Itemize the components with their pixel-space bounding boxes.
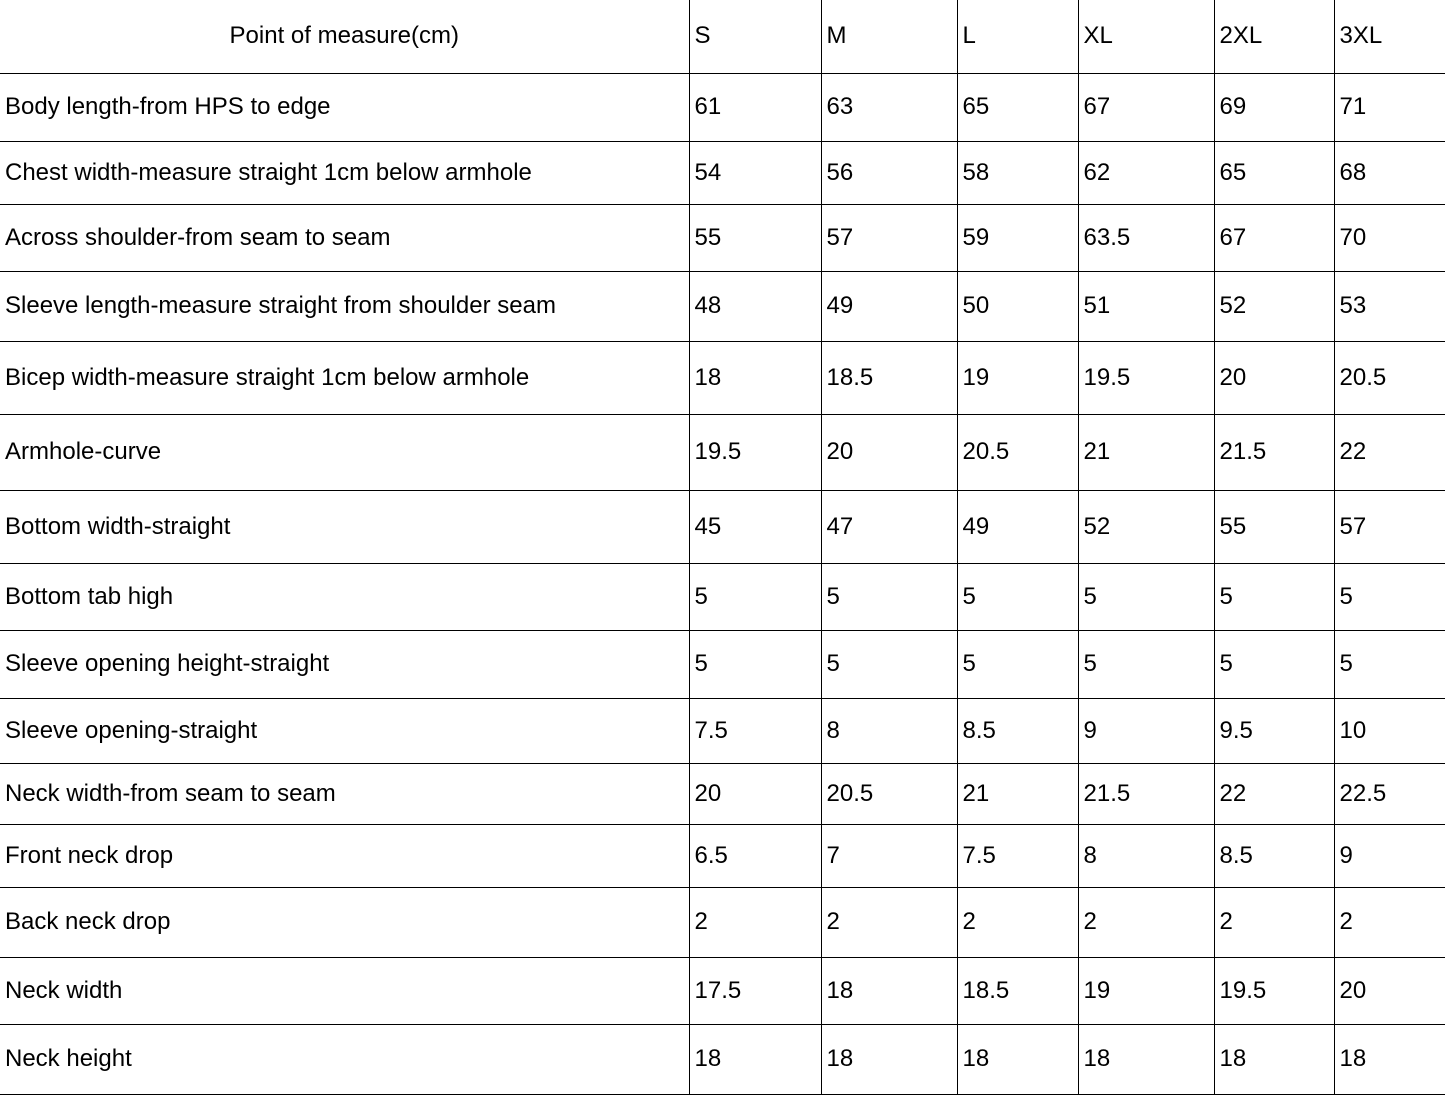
measure-value: 49 [957,490,1078,563]
table-row [0,563,1445,630]
measure-value: 5 [1078,630,1214,698]
table-row [0,141,1445,204]
measure-value: 20.5 [821,763,957,824]
measure-value: 9.5 [1214,698,1334,763]
measure-value: 5 [821,563,957,630]
measure-label: Bottom tab high [0,563,689,630]
measure-label: Bottom width-straight [0,490,689,563]
column-header-l: L [957,0,1078,73]
measure-value: 2 [1078,887,1214,957]
measure-value: 18 [821,1024,957,1094]
measure-value: 19.5 [689,414,821,490]
measure-value: 51 [1078,271,1214,341]
column-header-point-of-measure: Point of measure(cm) [0,0,689,73]
measure-value: 2 [689,887,821,957]
column-header-m: M [821,0,957,73]
measure-label: Neck height [0,1024,689,1094]
measure-value: 5 [1078,563,1214,630]
measure-value: 67 [1214,204,1334,271]
table-row [0,1024,1445,1094]
measure-value: 9 [1078,698,1214,763]
measure-value: 5 [1214,630,1334,698]
header-row [0,0,1445,73]
measure-value: 18.5 [957,957,1078,1024]
measure-value: 2 [821,887,957,957]
measure-value: 22.5 [1334,763,1445,824]
measure-value: 8.5 [1214,824,1334,887]
measure-value: 19 [957,341,1078,414]
measure-value: 5 [689,563,821,630]
measure-value: 9 [1334,824,1445,887]
measure-value: 70 [1334,204,1445,271]
measure-value: 65 [1214,141,1334,204]
table-row [0,204,1445,271]
measure-value: 2 [957,887,1078,957]
measure-value: 18 [689,1024,821,1094]
table-row [0,957,1445,1024]
measure-label: Armhole-curve [0,414,689,490]
column-header-s: S [689,0,821,73]
measure-value: 20 [689,763,821,824]
measure-value: 18 [1214,1024,1334,1094]
measure-value: 6.5 [689,824,821,887]
measure-value: 5 [1214,563,1334,630]
measure-value: 54 [689,141,821,204]
measure-value: 7.5 [957,824,1078,887]
measure-value: 53 [1334,271,1445,341]
table-row [0,341,1445,414]
measure-value: 21.5 [1078,763,1214,824]
measure-label: Chest width-measure straight 1cm below armhole [0,141,689,204]
measure-value: 8.5 [957,698,1078,763]
measure-value: 69 [1214,73,1334,141]
measure-value: 20.5 [957,414,1078,490]
measure-value: 47 [821,490,957,563]
measure-value: 5 [957,630,1078,698]
measure-value: 7.5 [689,698,821,763]
measure-value: 20 [1334,957,1445,1024]
measure-value: 55 [1214,490,1334,563]
measure-value: 57 [821,204,957,271]
measure-value: 18 [1334,1024,1445,1094]
measure-value: 67 [1078,73,1214,141]
measure-value: 63.5 [1078,204,1214,271]
measure-value: 18 [957,1024,1078,1094]
table-row [0,887,1445,957]
column-header-2xl: 2XL [1214,0,1334,73]
table-row [0,698,1445,763]
measure-value: 21 [957,763,1078,824]
measure-value: 58 [957,141,1078,204]
measure-value: 5 [1334,563,1445,630]
measure-value: 55 [689,204,821,271]
measure-value: 63 [821,73,957,141]
measure-value: 62 [1078,141,1214,204]
measure-value: 19.5 [1078,341,1214,414]
measure-value: 56 [821,141,957,204]
measure-value: 2 [1334,887,1445,957]
measure-value: 61 [689,73,821,141]
measure-value: 52 [1078,490,1214,563]
measure-value: 50 [957,271,1078,341]
measure-value: 5 [957,563,1078,630]
measure-value: 7 [821,824,957,887]
measure-value: 45 [689,490,821,563]
measure-label: Neck width [0,957,689,1024]
column-header-xl: XL [1078,0,1214,73]
measure-value: 65 [957,73,1078,141]
measure-value: 5 [689,630,821,698]
measure-label: Sleeve length-measure straight from shoulder seam [0,271,689,341]
measure-value: 57 [1334,490,1445,563]
measure-value: 18 [689,341,821,414]
measure-value: 71 [1334,73,1445,141]
measure-value: 52 [1214,271,1334,341]
measure-value: 20.5 [1334,341,1445,414]
measure-value: 48 [689,271,821,341]
measure-value: 21.5 [1214,414,1334,490]
measure-label: Across shoulder-from seam to seam [0,204,689,271]
table-row [0,824,1445,887]
measure-value: 49 [821,271,957,341]
measure-label: Bicep width-measure straight 1cm below armhole [0,341,689,414]
table-row [0,271,1445,341]
measure-value: 20 [1214,341,1334,414]
measure-label: Body length-from HPS to edge [0,73,689,141]
column-header-3xl: 3XL [1334,0,1445,73]
measure-value: 10 [1334,698,1445,763]
measure-value: 68 [1334,141,1445,204]
measure-label: Sleeve opening-straight [0,698,689,763]
measure-value: 2 [1214,887,1334,957]
measure-value: 5 [821,630,957,698]
measure-value: 21 [1078,414,1214,490]
table-row [0,630,1445,698]
measure-label: Back neck drop [0,887,689,957]
measure-value: 20 [821,414,957,490]
measure-value: 5 [1334,630,1445,698]
measure-value: 8 [1078,824,1214,887]
measure-value: 18 [1078,1024,1214,1094]
measure-label: Front neck drop [0,824,689,887]
table-row [0,490,1445,563]
table-row [0,73,1445,141]
measure-value: 19.5 [1214,957,1334,1024]
measure-value: 8 [821,698,957,763]
measure-value: 18.5 [821,341,957,414]
measure-value: 22 [1334,414,1445,490]
measure-label: Neck width-from seam to seam [0,763,689,824]
measure-value: 18 [821,957,957,1024]
measure-value: 19 [1078,957,1214,1024]
table-row [0,763,1445,824]
measure-value: 17.5 [689,957,821,1024]
measure-label: Sleeve opening height-straight [0,630,689,698]
measure-value: 22 [1214,763,1334,824]
table-row [0,414,1445,490]
measure-value: 59 [957,204,1078,271]
